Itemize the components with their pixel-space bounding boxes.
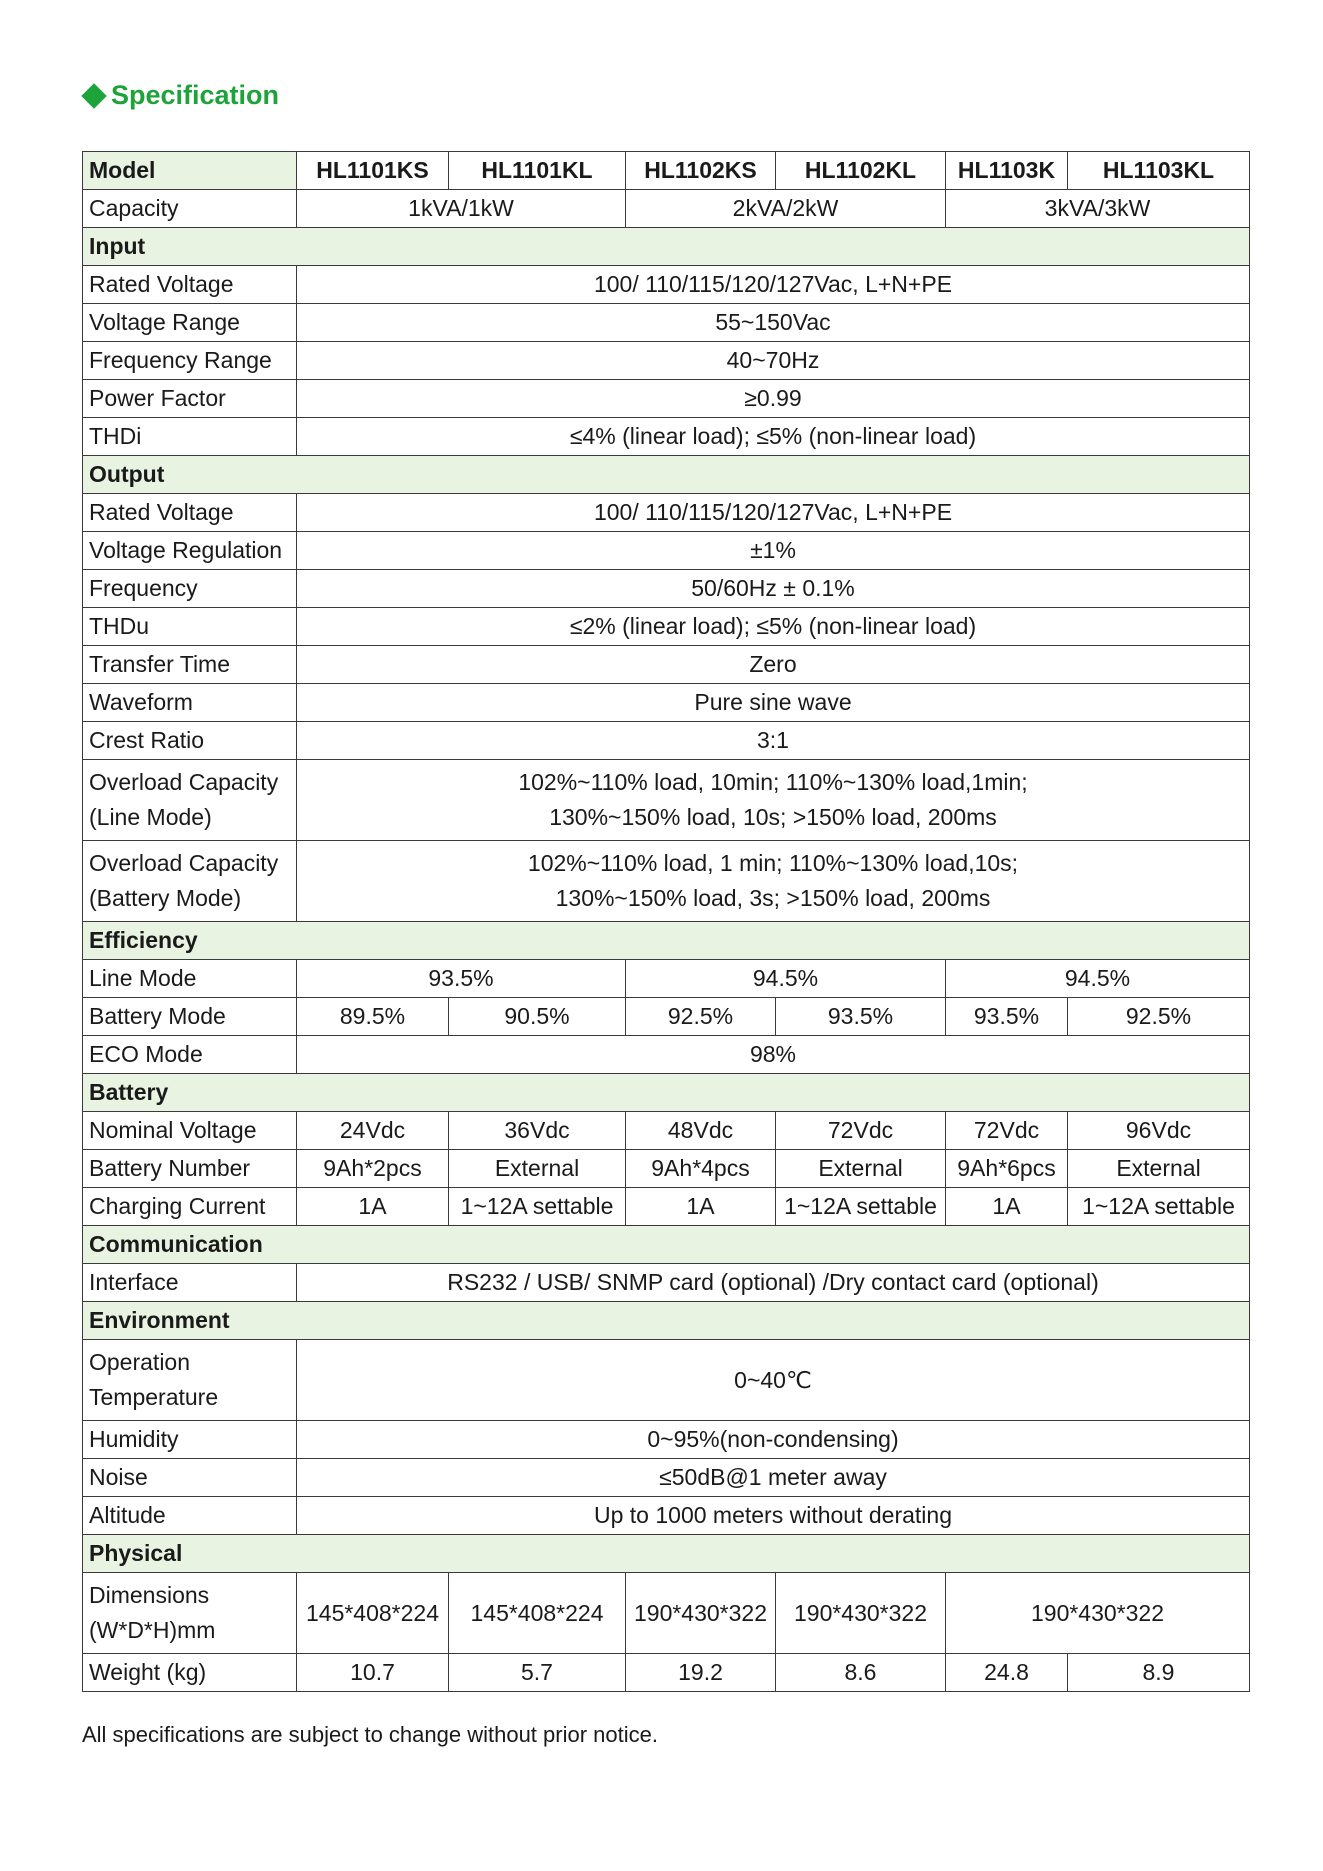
table-row [83,1459,1250,1497]
section-title: Input [83,228,1250,266]
row-label [83,1573,297,1654]
model-cell: HL1102KS [626,152,776,190]
value-cell: 72Vdc [946,1112,1068,1150]
row-label: ECO Mode [83,1036,297,1074]
value-cell: 3kVA/3kW [946,190,1250,228]
value-cell: 100/ 110/115/120/127Vac, L+N+PE [297,266,1250,304]
table-row [83,1188,1250,1226]
value-cell: 190*430*322 [946,1573,1250,1654]
table-row [83,998,1250,1036]
table-row [83,1421,1250,1459]
row-label [83,1340,297,1421]
value-cell: 190*430*322 [776,1573,946,1654]
table-row [83,304,1250,342]
table-row [83,1112,1250,1150]
row-label: Crest Ratio [83,722,297,760]
row-label-line: (Battery Mode) [89,885,242,911]
value-cell: 19.2 [626,1654,776,1692]
value-cell: 36Vdc [449,1112,626,1150]
value-cell: 1A [626,1188,776,1226]
value-cell: 1kVA/1kW [297,190,626,228]
row-label: Altitude [83,1497,297,1535]
value-cell: ≥0.99 [297,380,1250,418]
row-label: Transfer Time [83,646,297,684]
row-label [83,760,297,841]
diamond-icon [81,83,106,108]
specification-table [82,151,1250,1692]
value-cell: 5.7 [449,1654,626,1692]
row-label: Battery Mode [83,998,297,1036]
value-cell: 24.8 [946,1654,1068,1692]
value-cell: 190*430*322 [626,1573,776,1654]
value-line: 130%~150% load, 10s; >150% load, 200ms [549,804,997,830]
row-label: THDu [83,608,297,646]
value-cell: 93.5% [776,998,946,1036]
value-cell [297,841,1250,922]
footer-note: All specifications are subject to change without prior notice. [82,1722,658,1747]
value-cell: 55~150Vac [297,304,1250,342]
section-title: Physical [83,1535,1250,1573]
table-row [83,570,1250,608]
row-label: Rated Voltage [83,266,297,304]
row-label: Frequency Range [83,342,297,380]
value-cell: 40~70Hz [297,342,1250,380]
section-title: Communication [83,1226,1250,1264]
model-cell: HL1101KL [449,152,626,190]
value-cell: 145*408*224 [449,1573,626,1654]
section-efficiency [83,922,1250,960]
table-row [83,418,1250,456]
value-cell: ≤50dB@1 meter away [297,1459,1250,1497]
row-label: Weight (kg) [83,1654,297,1692]
table-row [83,960,1250,998]
row-label: Battery Number [83,1150,297,1188]
table-row [83,684,1250,722]
section-environment [83,1302,1250,1340]
page-heading [82,80,279,111]
section-communication [83,1226,1250,1264]
table-row [83,1036,1250,1074]
value-cell: 92.5% [626,998,776,1036]
row-label: Frequency [83,570,297,608]
value-line: 130%~150% load, 3s; >150% load, 200ms [555,885,991,911]
value-cell: 1~12A settable [1068,1188,1250,1226]
row-label: Nominal Voltage [83,1112,297,1150]
section-physical [83,1535,1250,1573]
value-cell: 0~40℃ [297,1340,1250,1421]
section-title: Output [83,456,1250,494]
table-row [83,380,1250,418]
value-cell: 1~12A settable [449,1188,626,1226]
value-cell: 100/ 110/115/120/127Vac, L+N+PE [297,494,1250,532]
table-row [83,494,1250,532]
row-label [83,841,297,922]
value-cell: 8.6 [776,1654,946,1692]
section-title: Battery [83,1074,1250,1112]
value-cell: 10.7 [297,1654,449,1692]
table-row [83,1573,1250,1654]
value-cell: 9Ah*4pcs [626,1150,776,1188]
row-label: Interface [83,1264,297,1302]
value-cell: 72Vdc [776,1112,946,1150]
value-cell: 8.9 [1068,1654,1250,1692]
value-cell: 48Vdc [626,1112,776,1150]
row-label: Noise [83,1459,297,1497]
value-cell: External [776,1150,946,1188]
row-label-line: Overload Capacity [89,850,279,876]
value-cell: 93.5% [297,960,626,998]
value-cell: 1A [297,1188,449,1226]
value-cell: 98% [297,1036,1250,1074]
value-cell: 94.5% [946,960,1250,998]
value-cell: 50/60Hz ± 0.1% [297,570,1250,608]
table-row [83,1497,1250,1535]
row-label-line: Temperature [89,1384,219,1410]
row-label: Charging Current [83,1188,297,1226]
table-row [83,1264,1250,1302]
value-line: 102%~110% load, 1 min; 110%~130% load,10s; [527,850,1019,876]
heading-text: Specification [111,80,280,110]
value-cell: 92.5% [1068,998,1250,1036]
table-row [83,342,1250,380]
value-cell: ≤4% (linear load); ≤5% (non-linear load) [297,418,1250,456]
table-row [83,532,1250,570]
value-cell: RS232 / USB/ SNMP card (optional) /Dry contact card (optional) [297,1264,1250,1302]
table-row [83,266,1250,304]
value-cell: 89.5% [297,998,449,1036]
value-cell: External [449,1150,626,1188]
value-cell: 0~95%(non-condensing) [297,1421,1250,1459]
section-input [83,228,1250,266]
value-cell: 3:1 [297,722,1250,760]
value-cell: 9Ah*6pcs [946,1150,1068,1188]
section-output [83,456,1250,494]
value-cell: 94.5% [626,960,946,998]
row-label: Capacity [83,190,297,228]
row-label: Humidity [83,1421,297,1459]
value-cell: 145*408*224 [297,1573,449,1654]
row-label: THDi [83,418,297,456]
value-cell: 96Vdc [1068,1112,1250,1150]
table-row [83,841,1250,922]
value-cell: 93.5% [946,998,1068,1036]
row-label: Rated Voltage [83,494,297,532]
row-label-line: Overload Capacity [89,769,279,795]
row-label: Waveform [83,684,297,722]
value-cell: 90.5% [449,998,626,1036]
row-label-line: Dimensions [89,1582,210,1608]
row-label-line: (W*D*H)mm [89,1617,216,1643]
section-battery [83,1074,1250,1112]
value-cell: 2kVA/2kW [626,190,946,228]
value-cell: 24Vdc [297,1112,449,1150]
model-row [83,152,1250,190]
value-cell: 1~12A settable [776,1188,946,1226]
table-row [83,1340,1250,1421]
value-cell: 9Ah*2pcs [297,1150,449,1188]
table-row [83,646,1250,684]
table-row [83,608,1250,646]
section-title: Efficiency [83,922,1250,960]
value-cell [297,760,1250,841]
model-label: Model [83,152,297,190]
value-cell: ≤2% (linear load); ≤5% (non-linear load) [297,608,1250,646]
model-cell: HL1101KS [297,152,449,190]
capacity-row [83,190,1250,228]
value-cell: Zero [297,646,1250,684]
row-label: Power Factor [83,380,297,418]
value-cell: Pure sine wave [297,684,1250,722]
row-label: Voltage Regulation [83,532,297,570]
value-line: 102%~110% load, 10min; 110%~130% load,1min; [518,769,1028,795]
value-cell: ±1% [297,532,1250,570]
table-row [83,722,1250,760]
model-cell: HL1103K [946,152,1068,190]
model-cell: HL1102KL [776,152,946,190]
value-cell: Up to 1000 meters without derating [297,1497,1250,1535]
model-cell: HL1103KL [1068,152,1250,190]
table-row [83,760,1250,841]
table-row [83,1150,1250,1188]
row-label: Voltage Range [83,304,297,342]
row-label: Line Mode [83,960,297,998]
value-cell: External [1068,1150,1250,1188]
section-title: Environment [83,1302,1250,1340]
row-label-line: (Line Mode) [89,804,212,830]
table-row [83,1654,1250,1692]
value-cell: 1A [946,1188,1068,1226]
row-label-line: Operation [89,1349,191,1375]
